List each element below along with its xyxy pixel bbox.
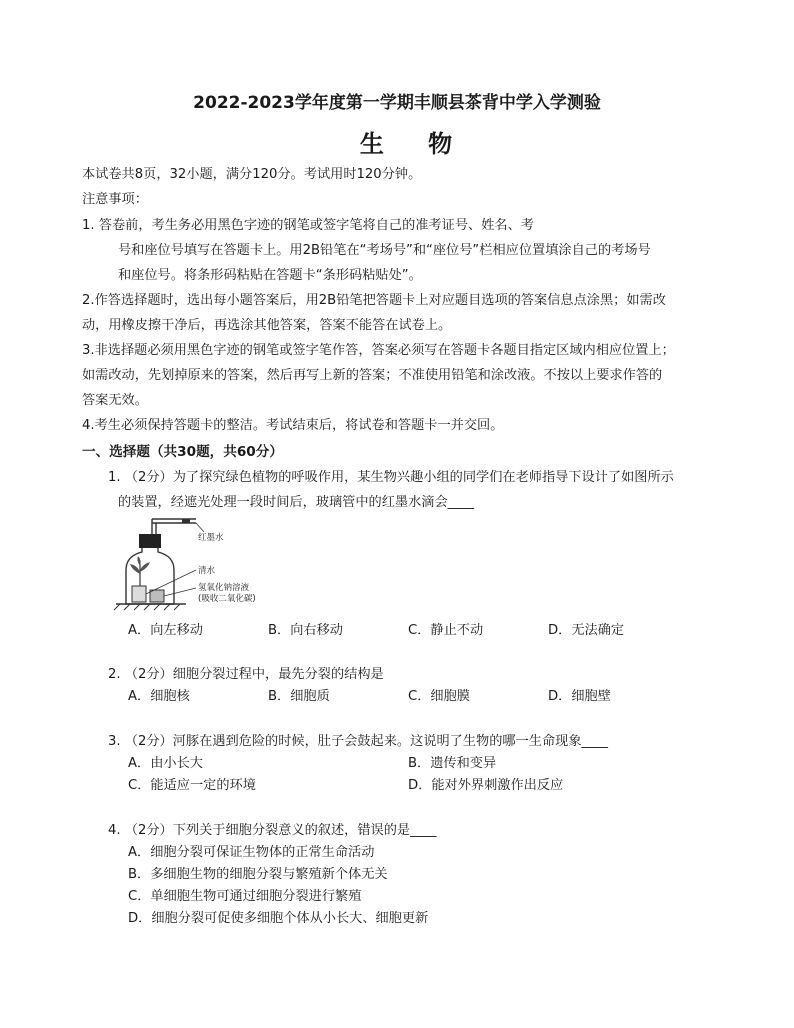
question-4-option-b[interactable]: B．多细胞生物的细胞分裂与繁殖新个体无关 xyxy=(128,867,388,882)
question-1-stem-cont: 的装置，经遮光处理一段时间后，玻璃管中的红墨水滴会____ xyxy=(118,495,475,510)
question-2-option-a[interactable]: A．细胞核 xyxy=(128,689,190,704)
question-3-option-d[interactable]: D．能对外界刺激作出反应 xyxy=(408,778,564,793)
question-2-stem: 2. （2分）细胞分裂过程中，最先分裂的结构是 xyxy=(108,667,384,682)
figure-label-naoh: 氢氧化钠溶液 xyxy=(198,583,250,593)
figure-label-naoh-note: (吸收二氧化碳) xyxy=(198,594,256,604)
notice-line: 1. 答卷前，考生务必用黑色字迹的钢笔或签字笔将自己的准考证号、姓名、考 xyxy=(82,218,534,233)
notice-line: 如需改动，先划掉原来的答案，然后再写上新的答案；不准使用铅笔和涂改液。不按以上要求作答的 xyxy=(82,368,663,383)
figure-label-water: 清水 xyxy=(198,566,216,576)
notice-line: 号和座位号填写在答题卡上。用2B铅笔在“考场号”和“座位号”栏相应位置填涂自己的考场号 xyxy=(118,243,651,258)
figure-label-ink: 红墨水 xyxy=(198,533,224,543)
question-3-option-c[interactable]: C．能适应一定的环境 xyxy=(128,778,256,793)
section-heading: 一、选择题（共30题，共60分） xyxy=(82,444,283,460)
question-1-option-c[interactable]: C．静止不动 xyxy=(408,623,484,638)
notice-line: 和座位号。将条形码粘贴在答题卡“条形码粘贴处”。 xyxy=(118,268,422,283)
question-4-option-d[interactable]: D．细胞分裂可促使多细胞个体从小长大、细胞更新 xyxy=(128,911,429,926)
subject-title: 生 物 xyxy=(359,130,471,158)
question-2-option-b[interactable]: B．细胞质 xyxy=(268,689,330,704)
notice-line: 答案无效。 xyxy=(82,393,148,408)
question-1-option-d[interactable]: D．无法确定 xyxy=(548,623,625,638)
notice-line: 4.考生必须保持答题卡的整洁。考试结束后，将试卷和答题卡一并交回。 xyxy=(82,418,504,433)
question-4-option-a[interactable]: A．细胞分裂可保证生物体的正常生命活动 xyxy=(128,845,375,860)
question-4-option-c[interactable]: C．单细胞生物可通过细胞分裂进行繁殖 xyxy=(128,889,362,904)
exam-intro: 本试卷共8页，32小题，满分120分。考试用时120分钟。 xyxy=(82,167,422,182)
question-4-stem: 4. （2分）下列关于细胞分裂意义的叙述，错误的是____ xyxy=(108,823,437,838)
notice-heading: 注意事项： xyxy=(82,192,148,207)
question-1-option-b[interactable]: B．向右移动 xyxy=(268,623,343,638)
question-3-option-a[interactable]: A．由小长大 xyxy=(128,756,203,771)
question-3-option-b[interactable]: B．遗传和变异 xyxy=(408,756,497,771)
exam-title: 2022-2023学年度第一学期丰顺县茶背中学入学测验 xyxy=(193,93,601,113)
respiration-apparatus-figure xyxy=(112,512,302,612)
question-2-option-c[interactable]: C．细胞膜 xyxy=(408,689,470,704)
notice-line: 动，用橡皮擦干净后，再选涂其他答案，答案不能答在试卷上。 xyxy=(82,318,452,333)
question-2-option-d[interactable]: D．细胞壁 xyxy=(548,689,611,704)
question-1-option-a[interactable]: A．向左移动 xyxy=(128,623,203,638)
notice-line: 3.非选择题必须用黑色字迹的钢笔或签字笔作答，答案必须写在答题卡各题目指定区域内相应位置上； xyxy=(82,343,675,358)
question-1-stem: 1. （2分）为了探究绿色植物的呼吸作用，某生物兴趣小组的同学们在老师指导下设计了如图所示 xyxy=(108,470,674,485)
question-3-stem: 3. （2分）河豚在遇到危险的时候，肚子会鼓起来。这说明了生物的哪一生命现象____ xyxy=(108,734,608,749)
notice-line: 2.作答选择题时，选出每小题答案后，用2B铅笔把答题卡上对应题目选项的答案信息点涂黑；如需改 xyxy=(82,293,666,308)
